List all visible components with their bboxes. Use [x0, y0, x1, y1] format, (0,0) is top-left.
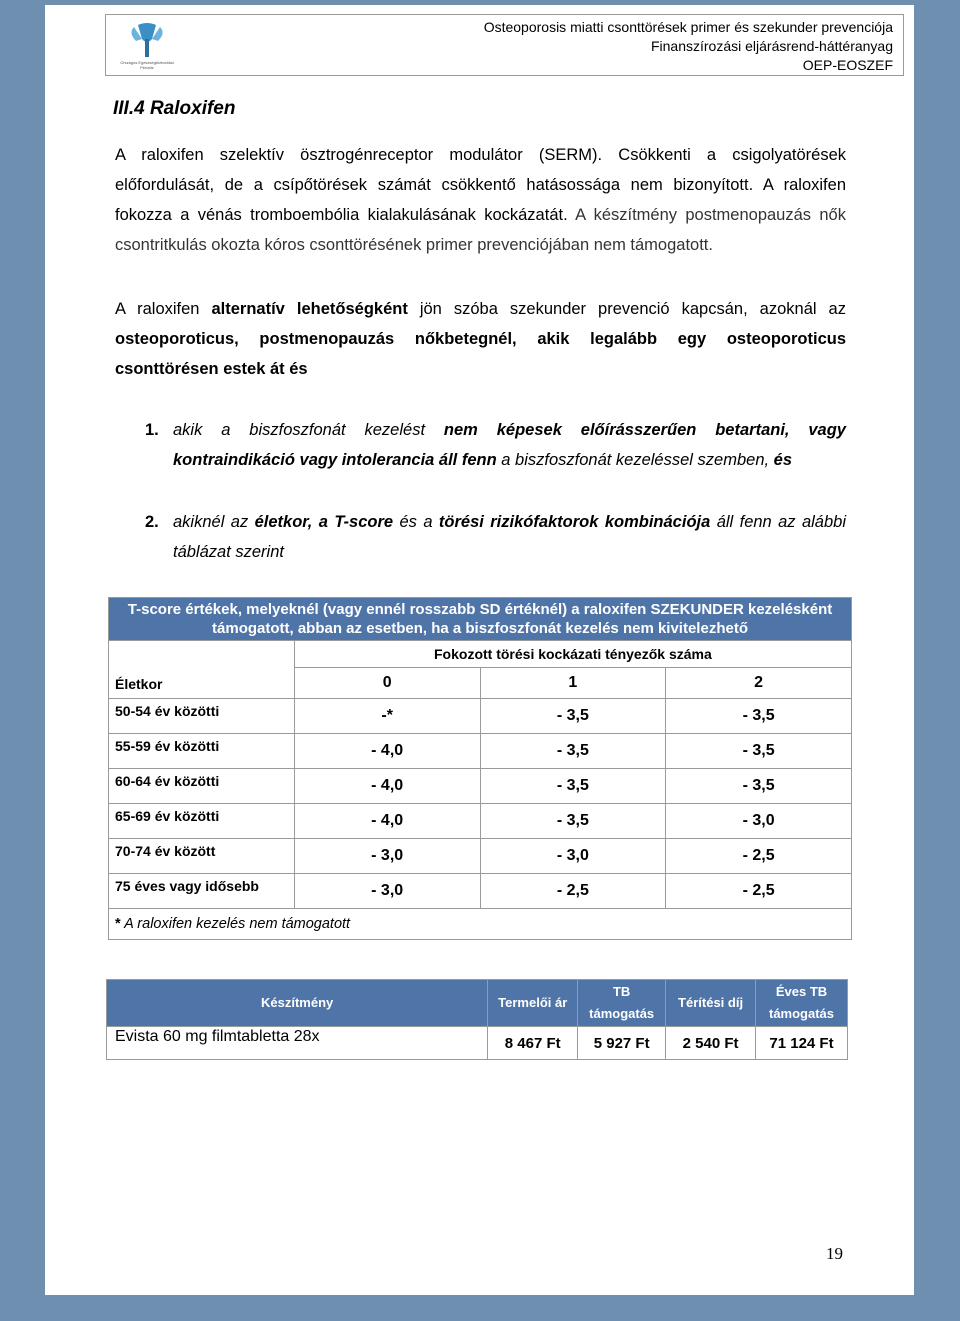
svg-text:Pénztár: Pénztár [140, 65, 154, 70]
item2-text-e: áll fenn az alábbi táblázat szerint [173, 513, 846, 561]
tscore-cell: - 3,0 [666, 804, 852, 839]
risk-col-0: 0 [294, 668, 480, 699]
list-number-1: 1. [145, 421, 159, 439]
tscore-cell: - 2,5 [480, 874, 666, 909]
price-header-fee: Térítési díj [666, 980, 756, 1027]
risk-col-1: 1 [480, 668, 666, 699]
p1-text-a: A raloxifen szelektív ösztrogénreceptor modulátor (SERM). Csökkenti a csigolyatörések előfordulását, de a csípőtörések számát csökkentő hatásossága nem bizonyított. A raloxifen fokozza a vénás tromboembólia kialakulásának kockázatát. [115, 146, 846, 224]
table-row [109, 699, 852, 734]
table-row [109, 734, 852, 769]
price-header-producer: Termelői ár [488, 980, 578, 1027]
tscore-cell: - 3,0 [294, 839, 480, 874]
item2-text-d: törési rizikófaktorok kombinációja [438, 513, 711, 531]
item2-text-c: és a [393, 513, 439, 531]
p1-text-b: A készítmény postmenopauzás nők csontritkulás okozta kóros csonttörésének primer prevenciójában nem támogatott. [115, 206, 846, 254]
age-column-label: Életkor [109, 641, 295, 699]
p2-text-d: osteoporoticus, postmenopauzás nőkbetegnél, akik legalább egy osteoporoticus csonttörésen estek át és [115, 330, 846, 378]
p2-text-c: jön szóba szekunder prevenció kapcsán, azoknál az [407, 300, 846, 318]
item2-text-a: akiknél az [173, 513, 255, 531]
price-cell: 71 124 Ft [756, 1027, 848, 1060]
risk-factor-subheader: Fokozott törési kockázati tényezők száma [294, 641, 851, 668]
list-item-1 [145, 415, 846, 475]
tscore-cell: - 3,5 [480, 804, 666, 839]
item1-text-b: nem képesek előírásszerűen betartani, vagy kontraindikáció vagy intolerancia áll fenn [173, 421, 846, 469]
svg-text:Országos Egészségbiztosítási: Országos Egészségbiztosítási [120, 60, 174, 65]
page-number: 19 [826, 1244, 843, 1263]
table-row [109, 839, 852, 874]
header-line-1: Osteoporosis miatti csonttörések primer és szekunder prevenciója [483, 19, 893, 35]
price-header-annual: Éves TB támogatás [756, 980, 848, 1027]
tscore-cell: - 4,0 [294, 804, 480, 839]
tscore-cell: - 3,5 [480, 769, 666, 804]
item1-text-d: és [773, 451, 793, 469]
tscore-table [108, 597, 852, 940]
tscore-cell: - 4,0 [294, 734, 480, 769]
tscore-cell: - 4,0 [294, 769, 480, 804]
p2-text-a: A raloxifen [115, 300, 212, 318]
oep-logo [116, 19, 178, 71]
product-name: Evista 60 mg filmtabletta 28x [107, 1027, 488, 1060]
age-cell: 50-54 év közötti [109, 699, 295, 734]
header-line-3: OEP-EOSZEF [802, 57, 893, 73]
age-cell: 65-69 év közötti [109, 804, 295, 839]
item1-text-c: a biszfoszfonát kezeléssel szemben, [496, 451, 774, 469]
footnote-star: * [115, 916, 121, 932]
price-table [106, 979, 848, 1060]
tscore-cell: - 2,5 [666, 839, 852, 874]
price-cell: 8 467 Ft [488, 1027, 578, 1060]
price-cell: 2 540 Ft [666, 1027, 756, 1060]
age-cell: 55-59 év közötti [109, 734, 295, 769]
tscore-cell: - 3,5 [666, 734, 852, 769]
section-title: III.4 Raloxifen [113, 98, 236, 119]
tscore-table-header: T-score értékek, melyeknél (vagy ennél rosszabb SD értéknél) a raloxifen SZEKUNDER kezelésként támogatott, abban az esetben, ha a biszfoszfonát kezelés nem kivitelezhető [109, 598, 852, 641]
table-footnote [109, 909, 852, 940]
page-header [105, 14, 904, 76]
footnote-text: A raloxifen kezelés nem támogatott [120, 916, 351, 932]
header-line-2: Finanszírozási eljárásrend-háttéranyag [650, 38, 893, 54]
tscore-cell: - 3,5 [480, 699, 666, 734]
table-row [109, 874, 852, 909]
age-cell: 75 éves vagy idősebb [109, 874, 295, 909]
table-row [109, 804, 852, 839]
price-header-product: Készítmény [107, 980, 488, 1027]
price-header-tb: TB támogatás [578, 980, 666, 1027]
item2-text-b: életkor, a T-score [254, 513, 394, 531]
risk-col-2: 2 [666, 668, 852, 699]
age-cell: 70-74 év között [109, 839, 295, 874]
tscore-cell: - 2,5 [666, 874, 852, 909]
list-number-2: 2. [145, 513, 159, 531]
table-row [107, 1027, 848, 1060]
paragraph-2 [115, 294, 846, 384]
age-cell: 60-64 év közötti [109, 769, 295, 804]
list-item-2 [145, 507, 846, 567]
tscore-cell: -* [294, 699, 480, 734]
tscore-cell: - 3,5 [666, 769, 852, 804]
header-text [484, 18, 893, 75]
item1-text-a: akik a biszfoszfonát kezelést [173, 421, 444, 439]
tscore-cell: - 3,5 [480, 734, 666, 769]
tscore-cell: - 3,5 [666, 699, 852, 734]
p2-text-b: alternatív lehetőségként [211, 300, 408, 318]
tscore-cell: - 3,0 [480, 839, 666, 874]
paragraph-1 [115, 140, 846, 260]
tscore-cell: - 3,0 [294, 874, 480, 909]
table-row [109, 769, 852, 804]
price-cell: 5 927 Ft [578, 1027, 666, 1060]
